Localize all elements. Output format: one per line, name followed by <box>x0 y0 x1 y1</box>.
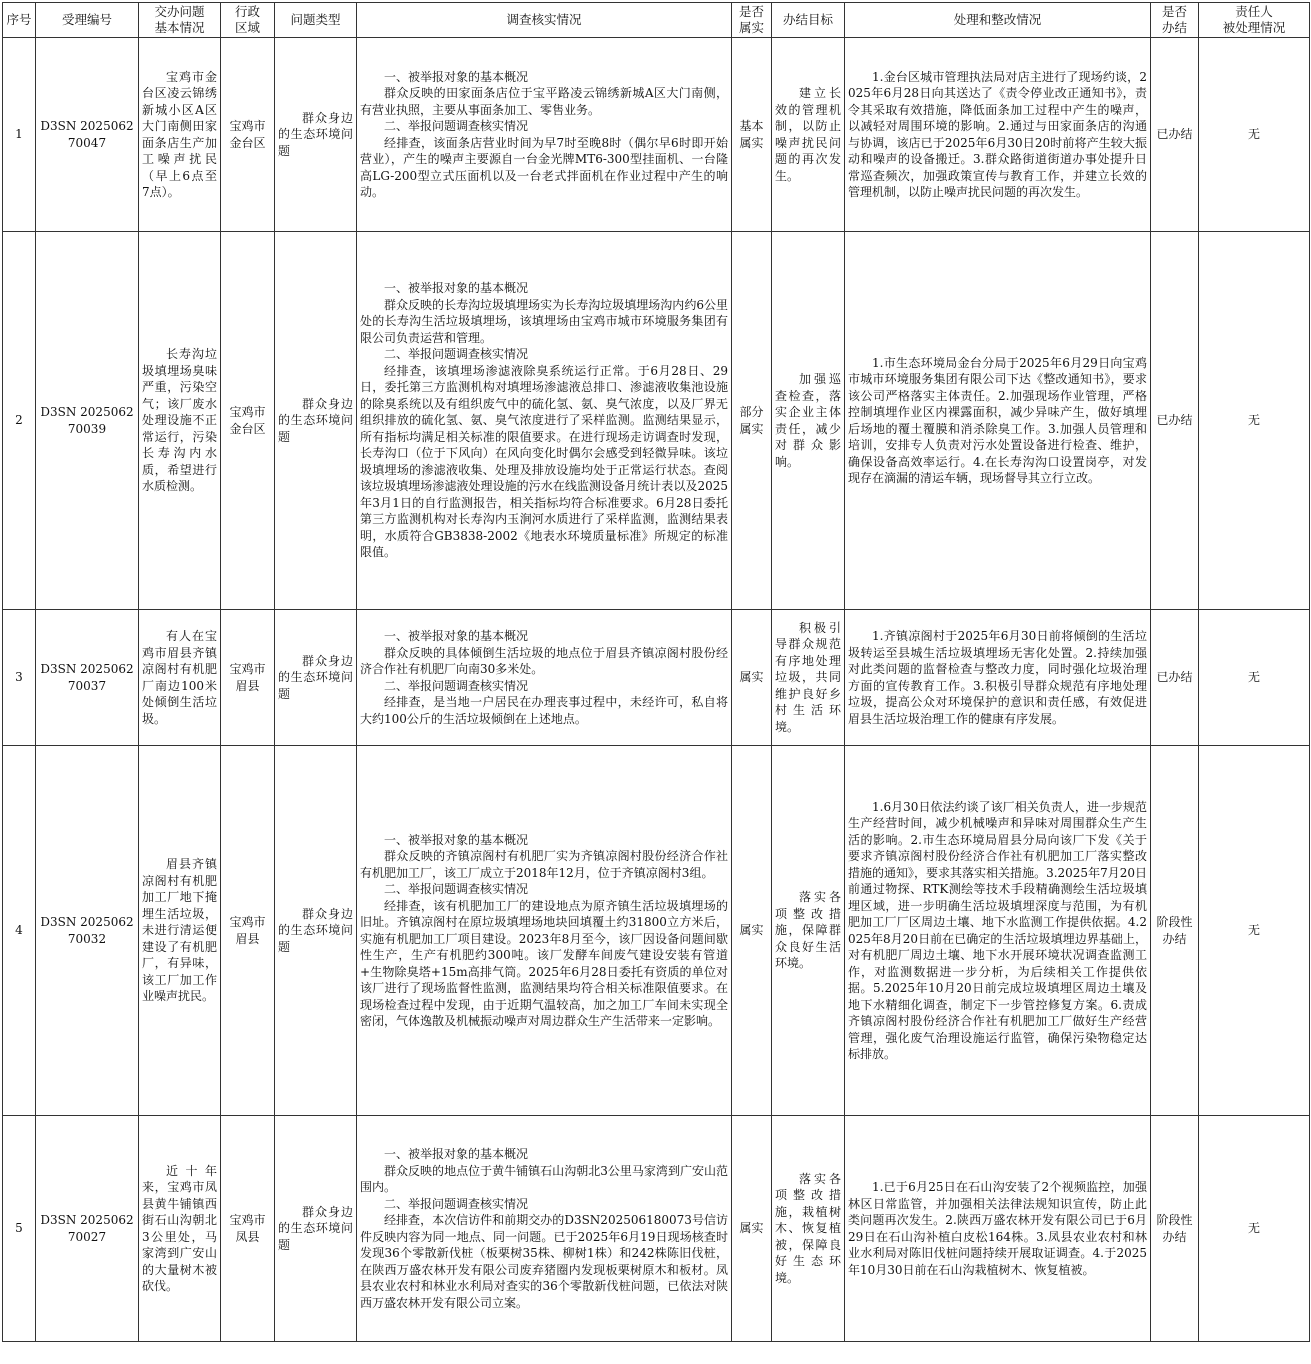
header-problem: 交办问题 基本情况 <box>139 3 221 38</box>
cell-type: 群众身边的生态环境问题 <box>275 610 357 746</box>
header-verified: 是否 属实 <box>732 3 772 38</box>
cell-handling: 1.齐镇凉阁村于2025年6月30日前将倾倒的生活垃圾转运至县城生活垃圾填埋场无害化处置。2.持续加强对此类问题的监督检查与整改力度，同时强化垃圾治理方面的宣传教育工作。3.积极引导群众规范有序地处理垃圾，提高公众对环境保护的意识和责任感，有效促进眉县生活垃圾治理工作的健康有序发展。 <box>845 610 1151 746</box>
investigation-para: 二、举报问题调查核实情况 <box>384 119 529 133</box>
cell-goal: 落实各项整改措施，保障群众良好生活环境。 <box>772 746 845 1116</box>
table-row <box>3 610 1310 746</box>
investigation-para: 经排查，本次信访件和前期交办的D3SN202506180073号信访件反映内容为同一地点、同一问题。已于2025年6月19日现场核查时发现36个零散新伐桩（板栗树35株、柳树1株）和242株陈旧伐桩，在陕西万盛农林开发有限公司废弃猪圈内发现板栗树原木和板材。凤县农业农村和林业水利局对查实的36个零散新伐桩问题，已依法对陕西万盛农林开发有限公司立案。 <box>360 1213 728 1310</box>
cell-completed: 阶段性办结 <box>1151 746 1199 1116</box>
cell-completed: 已办结 <box>1151 232 1199 610</box>
cell-completed: 阶段性办结 <box>1151 1116 1199 1342</box>
header-region: 行政 区域 <box>221 3 275 38</box>
cell-verified: 属实 <box>732 746 772 1116</box>
cell-region: 宝鸡市金台区 <box>221 232 275 610</box>
investigation-para: 经排查，该面条店营业时间为早7时至晚8时（偶尔早6时即开始营业），产生的噪声主要源自一台金光牌MT6-300型挂面机、一台隆高LG-200型立式压面机以及一台老式拌面机在作业过程中产生的响动。 <box>360 135 728 199</box>
cell-problem: 宝鸡市金台区凌云锦绣新城小区A区大门南侧田家面条店生产加工噪声扰民（早上6点至7点）。 <box>139 38 221 232</box>
header-investigation: 调查核实情况 <box>357 3 732 38</box>
cell-type: 群众身边的生态环境问题 <box>275 1116 357 1342</box>
cell-region: 宝鸡市眉县 <box>221 746 275 1116</box>
investigation-para: 一、被举报对象的基本概况 <box>384 832 529 847</box>
cell-region: 宝鸡市金台区 <box>221 38 275 232</box>
investigation-para: 群众反映的具体倾倒生活垃圾的地点位于眉县齐镇凉阁村股份经济合作社有机肥厂向南30多米处。 <box>360 645 728 676</box>
investigation-para: 群众反映的田家面条店位于宝平路凌云锦绣新城A区大门南侧，有营业执照，主要从事面条加工、零售业务。 <box>360 86 728 117</box>
cell-problem: 眉县齐镇凉阁村有机肥加工厂地下掩埋生活垃圾，未进行清运便建设了有机肥厂，有异味，该工厂加工作业噪声扰民。 <box>139 746 221 1116</box>
cell-case-id: D3SN 202506270032 <box>36 746 139 1116</box>
header-handling: 处理和整改情况 <box>845 3 1151 38</box>
cell-investigation <box>357 1116 732 1342</box>
cell-problem: 有人在宝鸡市眉县齐镇凉阁村有机肥厂南边100米处倾倒生活垃圾。 <box>139 610 221 746</box>
cell-verified: 基本属实 <box>732 38 772 232</box>
table-header-row <box>3 3 1310 38</box>
cell-verified: 属实 <box>732 610 772 746</box>
header-type: 问题类型 <box>275 3 357 38</box>
investigation-para: 二、举报问题调查核实情况 <box>384 1196 529 1211</box>
header-responsible: 责任人 被处理情况 <box>1199 3 1310 38</box>
investigation-para: 经排查，该有机肥加工厂的建设地点为原齐镇生活垃圾填埋场的旧址。齐镇凉阁村在原垃圾填埋场地块回填覆土约31800立方米后，实施有机肥加工厂项目建设。2023年8月至今，该厂因设备问题间歇性生产，生产有机肥约300吨。该厂发酵车间废气建设安装有管道+生物除臭塔+15m高排气筒。2025年6月28日委托有资质的单位对该厂进行了现场监督性监测，监测结果均符合相关标准限值要求。在现场检查过程中发现，由于近期气温较高，加之加工厂车间未实现全密闭，气体逸散及机械振动噪声对周边群众生产生活带来一定影响。 <box>360 898 728 1028</box>
investigation-para: 一、被举报对象的基本概况 <box>384 69 529 84</box>
cell-handling: 1.市生态环境局金台分局于2025年6月29日向宝鸡市城市环境服务集团有限公司下达《整改通知书》，要求该公司严格落实主体责任。2.加强现场作业管理，严格控制填埋作业区内裸露面积，减少异味产生，做好填埋后场地的覆土覆膜和消杀除臭工作。3.加强人员管理和培训，安排专人负责对污水处置设备进行检查、维护，确保设备高效率运行。4.在长寿沟沟口设置岗亭，对发现存在滴漏的清运车辆，现场督导其立行立改。 <box>845 232 1151 610</box>
cell-handling: 1.金台区城市管理执法局对店主进行了现场约谈，2025年6月28日向其送达了《责令停业改正通知书》，责令其采取有效措施，降低面条加工过程中产生的噪声，以减轻对周围环境的影响。2.通过与田家面条店的沟通与协调，该店已于2025年6月30日20时前将产生较大振动和噪声的设备搬迁。3.群众路街道街道办事处提升日常巡查频次，加强政策宣传与教育工作，并建立长效的管理机制，以防止噪声扰民问题的再次发生。 <box>845 38 1151 232</box>
cell-completed: 已办结 <box>1151 38 1199 232</box>
cell-seq: 5 <box>3 1116 36 1342</box>
cell-goal: 建立长效的管理机制，以防止噪声扰民问题的再次发生。 <box>772 38 845 232</box>
cell-case-id: D3SN 202506270037 <box>36 610 139 746</box>
cell-responsible: 无 <box>1199 232 1310 610</box>
header-completed: 是否 办结 <box>1151 3 1199 38</box>
cell-goal: 加强巡查检查，落实企业主体责任，减少对群众影响。 <box>772 232 845 610</box>
cell-problem: 近十年来，宝鸡市凤县黄牛铺镇西街石山沟朝北3公里处，马家湾到广安山的大量树木被砍伐。 <box>139 1116 221 1342</box>
cell-investigation <box>357 746 732 1116</box>
cell-investigation <box>357 610 732 746</box>
cell-investigation <box>357 38 732 232</box>
investigation-para: 二、举报问题调查核实情况 <box>384 678 529 693</box>
investigation-para: 经排查，是当地一户居民在办理丧事过程中，未经许可，私自将大约100公斤的生活垃圾倾倒在上述地点。 <box>360 695 728 726</box>
cell-verified: 部分属实 <box>732 232 772 610</box>
investigation-para: 群众反映的长寿沟垃圾填埋场实为长寿沟垃圾填埋场沟内约6公里处的长寿沟生活垃圾填埋场，该填埋场由宝鸡市城市环境服务集团有限公司负责运营和管理。 <box>360 297 728 345</box>
header-case-id: 受理编号 <box>36 3 139 38</box>
investigation-para: 群众反映的地点位于黄牛铺镇石山沟朝北3公里马家湾到广安山范围内。 <box>360 1163 728 1194</box>
cell-goal: 积极引导群众规范有序地处理垃圾，共同维护良好乡村生活环境。 <box>772 610 845 746</box>
table-row <box>3 232 1310 610</box>
cell-type: 群众身边的生态环境问题 <box>275 232 357 610</box>
table-row <box>3 38 1310 232</box>
cell-seq: 1 <box>3 38 36 232</box>
cell-responsible: 无 <box>1199 38 1310 232</box>
table-row <box>3 746 1310 1116</box>
cell-goal: 落实各项整改措施，栽植树木、恢复植被，保障良好生态环境。 <box>772 1116 845 1342</box>
cell-completed: 已办结 <box>1151 610 1199 746</box>
cell-region: 宝鸡市眉县 <box>221 610 275 746</box>
investigation-para: 一、被举报对象的基本概况 <box>384 281 529 296</box>
investigation-para: 经排查，该填埋场渗滤液除臭系统运行正常。于6月28日、29日，委托第三方监测机构对填埋场渗滤液总排口、渗滤液收集池设施的除臭系统以及有组织废气中的硫化氢、氨、臭气浓度，以及厂界无组织排放的硫化氢、氨、臭气浓度进行了采样监测。监测结果显示，所有指标均满足相关标准的限值要求。在进行现场走访调查时发现，长寿沟口（位于下风向）在风向变化时偶尔会感受到轻微异味。该垃圾填埋场的渗滤液收集、处理及排放设施均处于正常运行状态。查阅该垃圾填埋场渗滤液处理设施的污水在线监测设备月统计表以及2025年3月1日的自行监测报告，相关指标均符合标准要求。6月28日委托第三方监测机构对长寿沟内玉涧河水质进行了采样监测，监测结果表明，水质符合GB3838-2002《地表水环境质量标准》所规定的标准限值。 <box>360 363 728 560</box>
header-seq: 序号 <box>3 3 36 38</box>
investigation-para: 二、举报问题调查核实情况 <box>384 347 529 362</box>
cell-type: 群众身边的生态环境问题 <box>275 38 357 232</box>
cell-case-id: D3SN 202506270047 <box>36 38 139 232</box>
cell-handling: 1.已于6月25日在石山沟安装了2个视频监控，加强林区日常监管，并加强相关法律法规知识宣传，防止此类问题再次发生。2.陕西万盛农林开发有限公司已于6月29日在石山沟补植白皮松164株。3.凤县农业农村和林业水利局对陈旧伐桩问题持续开展取证调查。4.于2025年10月30日前在石山沟栽植树木、恢复植被。 <box>845 1116 1151 1342</box>
cell-seq: 2 <box>3 232 36 610</box>
cell-case-id: D3SN 202506270027 <box>36 1116 139 1342</box>
cell-seq: 4 <box>3 746 36 1116</box>
cell-handling: 1.6月30日依法约谈了该厂相关负责人，进一步规范生产经营时间，减少机械噪声和异味对周围群众生产生活的影响。2.市生态环境局眉县分局向该厂下发《关于要求齐镇凉阁村股份经济合作社有机肥加工厂落实整改措施的通知》，要求其落实相关措施。3.2025年7月20日前通过物探、RTK测绘等技术手段精确测绘生活垃圾填埋区域，进一步明确生活垃圾填埋深度与范围，为有机肥加工厂厂区周边土壤、地下水监测工作提供依据。4.2025年8月20日前在已确定的生活垃圾填埋边界基础上，对有机肥厂周边土壤、地下水开展环境状况调查监测工作，对监测数据进一步分析，为后续相关工作提供依据。5.2025年10月20日前完成垃圾填埋区周边土壤及地下水精细化调查，制定下一步管控修复方案。6.责成齐镇凉阁村股份经济合作社有机肥加工厂做好生产经营管理，强化废气治理设施运行监管，确保污染物稳定达标排放。 <box>845 746 1151 1116</box>
cell-responsible: 无 <box>1199 1116 1310 1342</box>
cell-case-id: D3SN 202506270039 <box>36 232 139 610</box>
investigation-para: 群众反映的齐镇凉阁村有机肥厂实为齐镇凉阁村股份经济合作社有机肥加工厂，该工厂成立于2018年12月，位于齐镇凉阁村3组。 <box>360 849 728 880</box>
cell-responsible: 无 <box>1199 746 1310 1116</box>
supervision-case-table <box>2 2 1310 1342</box>
table-row <box>3 1116 1310 1342</box>
cell-type: 群众身边的生态环境问题 <box>275 746 357 1116</box>
cell-verified: 属实 <box>732 1116 772 1342</box>
header-goal: 办结目标 <box>772 3 845 38</box>
cell-responsible: 无 <box>1199 610 1310 746</box>
investigation-para: 一、被举报对象的基本概况 <box>384 1147 529 1161</box>
cell-seq: 3 <box>3 610 36 746</box>
cell-problem: 长寿沟垃圾填埋场臭味严重，污染空气；该厂废水处理设施不正常运行，污染长寿沟内水质，希望进行水质检测。 <box>139 232 221 610</box>
cell-region: 宝鸡市凤县 <box>221 1116 275 1342</box>
cell-investigation <box>357 232 732 610</box>
investigation-para: 一、被举报对象的基本概况 <box>384 629 529 643</box>
investigation-para: 二、举报问题调查核实情况 <box>384 882 529 896</box>
